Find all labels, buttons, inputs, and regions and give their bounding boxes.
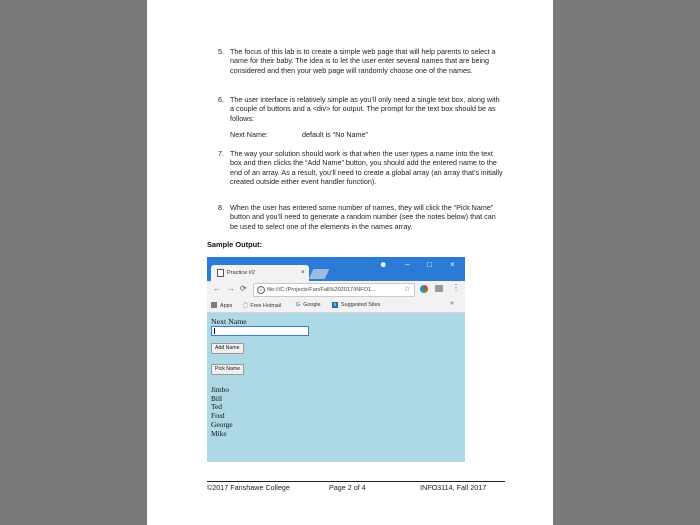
forward-icon[interactable]: → (227, 284, 235, 293)
list-item: 8. When the user has entered some number of names, they will click the “Pick Name” button and you’ll need to generate a random number (see the notes below) that can be used to select one of the elements in the names array. (218, 203, 496, 231)
list-item: 7. The way your solution should work is that when the user types a name into the text box and then clicks the “Add Name” button, you should add the entered name to the end of an array. As a result, you’ll need to create a global array (an array that’s initially created outside either event handler function). (218, 149, 503, 187)
close-icon[interactable]: × (450, 260, 455, 269)
profile-icon[interactable]: ☻ (379, 260, 388, 269)
menu-icon[interactable]: ⋮ (452, 283, 460, 292)
extension-icon[interactable] (420, 285, 428, 293)
list-item: 6. The user interface is relatively simple as you’ll only need a single text box, along with a couple of buttons and a <div> for output. The prompt for the text box should be as follows: (218, 95, 500, 123)
reload-icon[interactable]: ⟳ (240, 284, 247, 293)
list-item: Fred (211, 411, 225, 421)
list-item: George (211, 419, 233, 429)
more-bookmarks-icon[interactable]: » (450, 300, 454, 307)
image-extension-icon[interactable] (435, 285, 443, 292)
page-content (211, 317, 247, 438)
list-item: Mike (211, 428, 227, 438)
url-text: file:///C:/Projects/Fan/Fall%202017/INFO1... (267, 286, 376, 293)
google-icon: G (296, 301, 301, 308)
bookmark-free-hotmail[interactable]: 🗋 Free Hotmail (243, 302, 282, 309)
browser-tab[interactable] (211, 265, 309, 281)
prompt-label: Next Name: (230, 130, 268, 139)
names-output (211, 386, 233, 438)
new-tab-button[interactable] (309, 269, 330, 279)
bookmark-star-icon[interactable]: ☆ (404, 286, 411, 293)
name-input[interactable] (211, 326, 309, 336)
page-icon: 🗋 (243, 302, 248, 309)
maximize-icon[interactable]: □ (427, 260, 432, 269)
back-icon[interactable]: ← (213, 284, 221, 293)
next-name-label: Next Name (211, 317, 247, 326)
list-item: Jimbo (211, 385, 230, 394)
page-icon (217, 269, 224, 277)
sample-output-heading: Sample Output: (207, 240, 263, 249)
prompt-default: default is “No Name” (302, 130, 368, 139)
address-bar[interactable] (253, 283, 415, 297)
prompt-line (218, 130, 503, 139)
browser-toolbar (207, 281, 465, 298)
bookmark-google[interactable]: G Google (296, 301, 321, 308)
list-item: 5. The focus of this lab is to create a simple web page that will help parents to select a name for their baby. The idea is to let the user enter several names that are being considered and then your web page will randomly choose one of the names. (218, 47, 496, 75)
footer-copyright: ©2017 Fanshawe College (207, 483, 290, 492)
browser-screenshot (207, 257, 465, 462)
bookmark-apps[interactable]: Apps (211, 302, 232, 309)
info-icon[interactable]: i (257, 286, 265, 294)
minimize-icon[interactable]: – (405, 260, 410, 269)
footer-divider (207, 481, 505, 482)
bookmarks-bar (207, 298, 465, 313)
apps-grid-icon (211, 302, 217, 308)
footer-page-number: Page 2 of 4 (329, 483, 366, 492)
bookmark-suggested-sites[interactable]: b Suggested Sites (333, 301, 381, 308)
tab-title: Practice #2 (227, 269, 255, 276)
bing-icon: b (333, 301, 337, 307)
list-item: Bill (211, 393, 223, 403)
pick-name-button[interactable]: Pick Name (211, 364, 244, 375)
tab-close-icon[interactable]: × (301, 268, 305, 276)
text-caret (214, 328, 215, 334)
add-name-button[interactable]: Add Name (211, 343, 244, 354)
browser-titlebar (207, 257, 465, 281)
list-item: Ted (211, 402, 222, 412)
footer-course: INFO3114, Fall 2017 (420, 483, 487, 492)
